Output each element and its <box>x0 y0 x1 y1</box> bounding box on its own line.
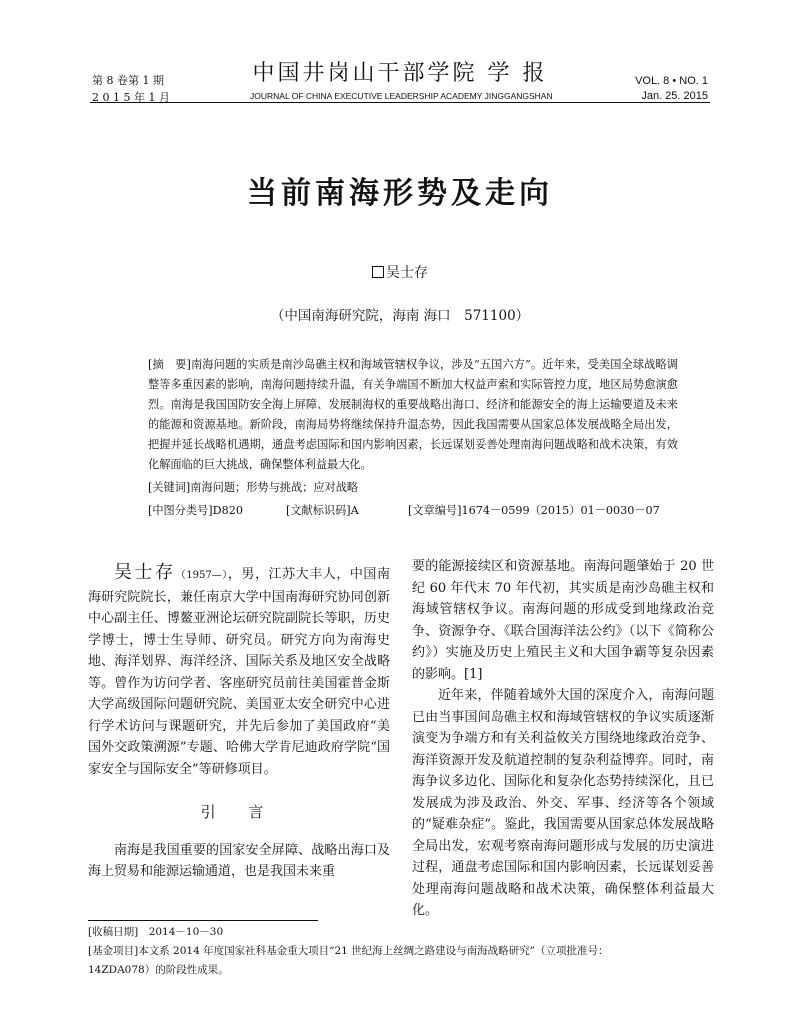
journal-title-cn: 中国井岗山干部学院 学 报 <box>252 61 548 86</box>
body-column-right <box>412 556 714 922</box>
footnotes <box>88 923 714 980</box>
header-rule <box>90 102 710 103</box>
author-marker-icon <box>372 266 384 278</box>
author-affiliation: （中国南海研究院，海南 海口 571100） <box>270 308 530 324</box>
doc-value: A <box>350 504 359 517</box>
article-number-label: [文章编号] <box>408 504 462 517</box>
clc-label: [中图分类号] <box>148 504 213 517</box>
clc-value: D820 <box>212 504 243 517</box>
author-bio <box>88 562 390 780</box>
article-number-value: 1674－0599（2015）01－0030－07 <box>461 504 660 517</box>
body-column-left <box>88 562 390 883</box>
keywords-text: 南海问题；形势与挑战；应对战略 <box>190 481 359 494</box>
issue-info-cn <box>92 72 170 106</box>
clc-code <box>148 502 286 518</box>
abstract-text: 南海问题的实质是南沙岛礁主权和海域管辖权争议，涉及“五国六方”。近年来，受美国全球战略调整等多重因素的影响，南海问题持续升温，有关争端国不断加大权益声索和实际管控力度，地区局势愈演愈烈。南海是我国国防安全海上屏障、发展制海权的重要战略出海口、经济和能源安全的海上运输要道及未来的能源和资源基地。新阶段，南海局势将继续保持升温态势，因此我国需要从国家总体发展战略全局出发，把握并延长战略机遇期，通盘考虑国际和国内影响因素，长远谋划妥善处理南海问题战略和战术决策，有效化解面临的巨大挑战，确保整体利益最大化。 <box>148 358 678 471</box>
date-cn: 2 0 1 5 年 1 月 <box>92 91 170 104</box>
keywords-label: [关键词] <box>148 481 191 494</box>
fund-note-line-1: [基金项目]本文系 2014 年度国家社科基金重大项目“21 世纪海上丝绸之路建设与南海战略研究”（立项批准号： <box>88 945 609 957</box>
intro-paragraph-1-start: 南海是我国重要的国家安全屏障、战略出海口及海上贸易和能源运输通道，也是我国未来重 <box>88 842 390 879</box>
journal-masthead <box>250 56 553 101</box>
journal-title-en: JOURNAL OF CHINA EXECUTIVE LEADERSHIP ACADEMY JINGGANGSHAN <box>250 91 553 101</box>
volume-en: VOL. 8 • NO. 1 <box>635 75 708 87</box>
date-en: Jan. 25. 2015 <box>641 90 708 102</box>
doc-code <box>286 502 408 518</box>
keywords <box>148 479 358 495</box>
classification-line <box>148 502 678 518</box>
doc-label: [文献标识码] <box>286 504 351 517</box>
footnote-rule <box>88 920 318 921</box>
abstract <box>148 355 678 475</box>
issue-info-en <box>635 74 708 104</box>
volume-cn: 第 8 卷第 1 期 <box>92 74 164 87</box>
article-title: 当前南海形势及走向 <box>247 176 553 211</box>
bio-years: （1957—） <box>175 570 228 581</box>
intro-paragraph-1-end: 要的能源接续区和资源基地。南海问题肇始于 20 世纪 60 年代末 70 年代初，其实质是南沙岛礁主权和海域管辖权争议。南海问题的形成受到地缘政治竞争、资源争夺、《联合国海洋法公约》（以下《简称公约》）实施及历史上殖民主义和大国争霸等复杂因素的影响。[1] <box>412 559 714 682</box>
abstract-label: [摘 要] <box>148 358 191 371</box>
intro-paragraph-2: 近年来，伴随着域外大国的深度介入，南海问题已由当事国间岛礁主权和海域管辖权的争议实质逐渐演变为争端方和有关利益攸关方围绕地缘政治竞争、海洋资源开发及航道控制的复杂利益博弈。同时，南海争议多边化、国际化和复杂化态势持续深化，且已发展成为涉及政治、外交、军事、经济等各个领域的“疑难杂症”。鉴此，我国需要从国家总体发展战略全局出发，宏观考察南海问题形成与发展的历史演进过程，通盘考虑国际和国内影响因素，长远谋划妥善处理南海问题战略和战术决策，确保整体利益最大化。 <box>412 688 714 918</box>
bio-text: ，男，江苏大丰人，中国南海研究院院长，兼任南京大学中国南海研究协同创新中心副主任、博鳌亚洲论坛研究院副院长等职，历史学博士，博士生导师、研究员。研究方向为南海史地、海洋划界、海洋经济、国际关系及地区安全战略等。曾作为访问学者、客座研究员前往美国霍普金斯大学高级国际问题研究院、美国亚太安全研究中心进行学术访问与课题研究，并先后参加了美国政府“美国外交政策溯源”专题、哈佛大学肯尼迪政府学院“国家安全与国际安全”等研修项目。 <box>88 567 390 777</box>
article-number <box>408 502 660 518</box>
author-line <box>0 262 800 282</box>
received-date: [收稿日期] 2014－10－30 <box>88 926 224 938</box>
author-name: 吴士存 <box>386 265 428 281</box>
bio-author-name: 吴士存 <box>114 562 176 583</box>
section-heading: 引 言 <box>200 803 278 821</box>
fund-note-line-2: 14ZDA078）的阶段性成果。 <box>88 964 229 976</box>
